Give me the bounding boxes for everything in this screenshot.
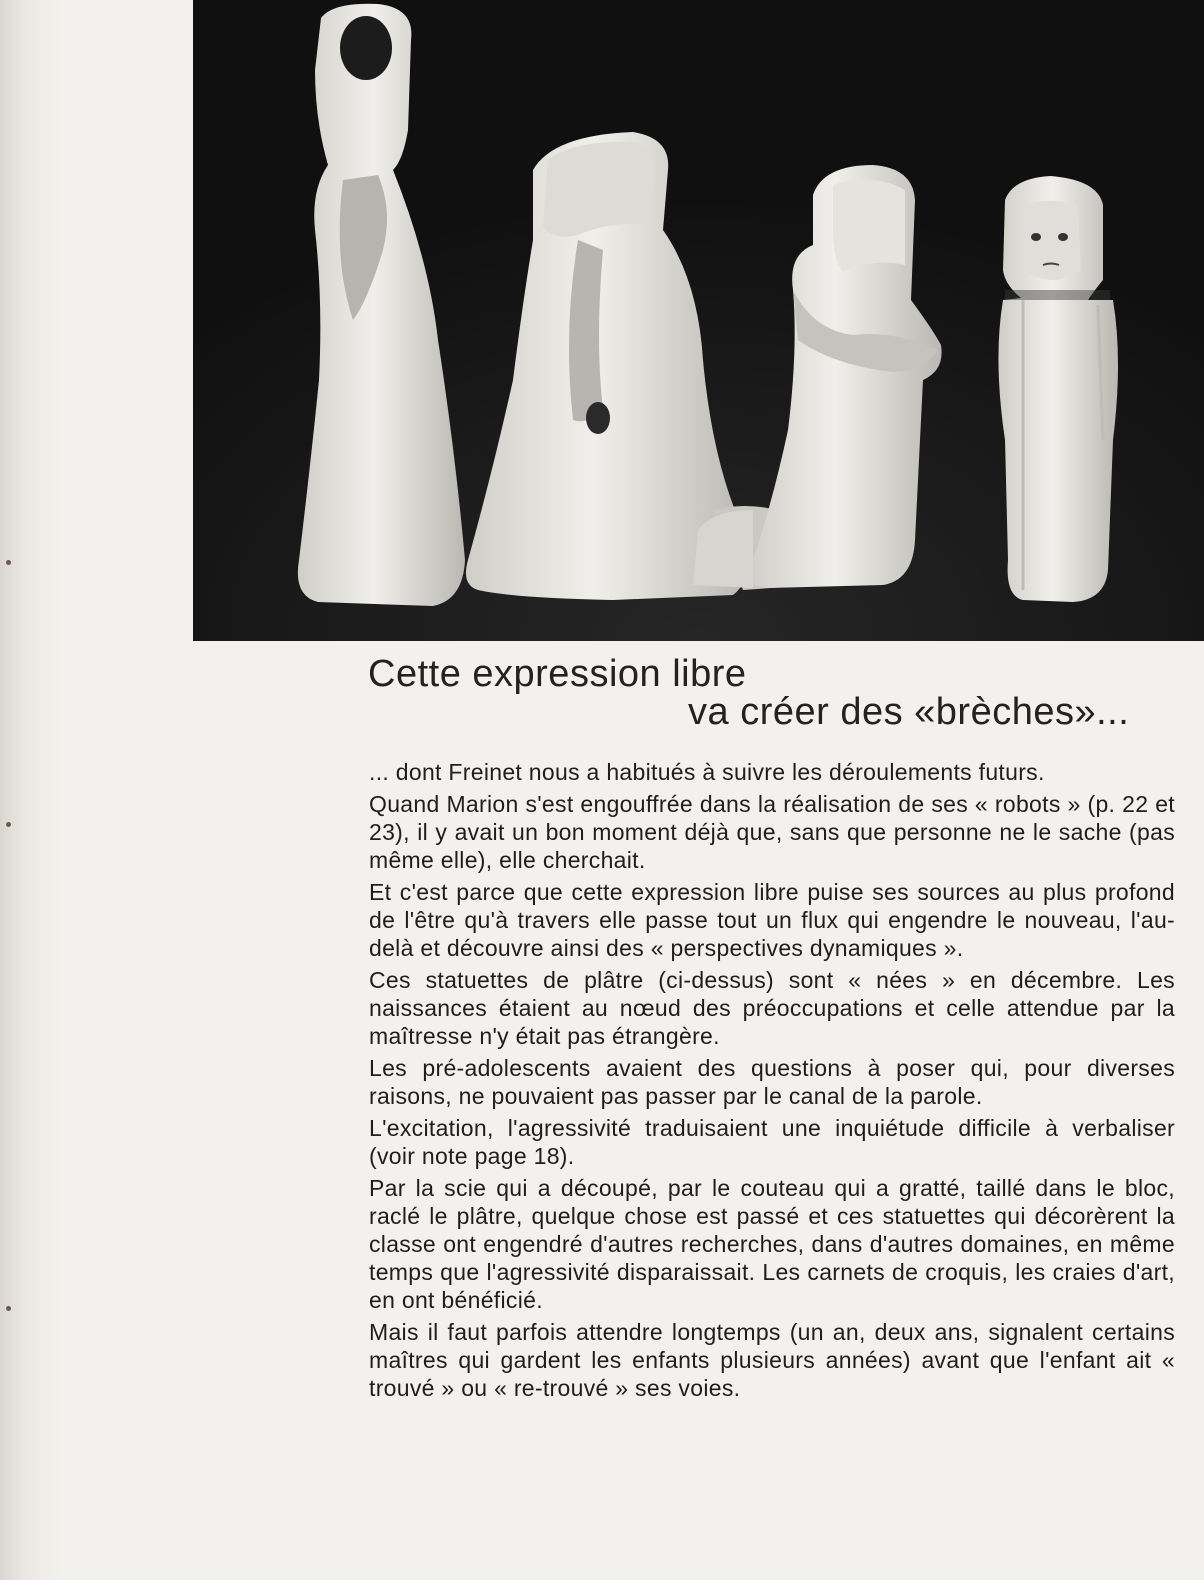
heading-line-2: va créer des «brèches»... [688, 691, 1130, 733]
paragraph: L'excitation, l'agressivité traduisaient une inquiétude difficile à verbaliser (voir note page 18). [369, 1115, 1175, 1169]
article-body [369, 758, 1175, 1406]
article-heading [368, 655, 1188, 731]
page-fold-shadow [0, 0, 60, 1580]
statuette-4 [998, 176, 1118, 602]
statuettes-illustration [193, 0, 1204, 641]
paragraph: Par la scie qui a découpé, par le couteau qui a gratté, taillé dans le bloc, raclé le plâtre, quelque chose est passé et ces statuettes qui décorèrent la classe ont engendré d'autres recherches, dans d'autres domaines, en même temps que l'agressivité disparaissait. Les carnets de croquis, les craies d'art, en ont bénéficié. [369, 1175, 1175, 1313]
statuettes-photo [193, 0, 1204, 641]
paragraph: ... dont Freinet nous a habitués à suivre les déroulements futurs. [369, 759, 1045, 785]
paragraph: Et c'est parce que cette expression libre puise ses sources au plus profond de l'être qu'à travers elle passe tout un flux qui engendre le nouveau, l'au-delà et découvre ainsi des « perspectives dynamiques ». [369, 879, 1175, 961]
binding-mark [6, 1306, 11, 1311]
paragraph: Mais il faut parfois attendre longtemps (un an, deux ans, signalent certains maîtres qui gardent les enfants plusieurs années) avant que l'enfant ait « trouvé » ou « re-trouvé » ses voies. [369, 1319, 1175, 1401]
paragraph: Les pré-adolescents avaient des questions à poser qui, pour diverses raisons, ne pouvaient pas passer par le canal de la parole. [369, 1055, 1175, 1109]
paragraph: Ces statuettes de plâtre (ci-dessus) sont « nées » en décembre. Les naissances étaient au nœud des préoccupations et celle attendue par la maîtresse n'y était pas étrangère. [369, 967, 1175, 1049]
binding-mark [6, 822, 11, 827]
heading-line-1: Cette expression libre [368, 653, 747, 695]
binding-mark [6, 560, 11, 565]
paragraph: Quand Marion s'est engouffrée dans la réalisation de ses « robots » (p. 22 et 23), il y avait un bon moment déjà que, sans que personne ne le sache (pas même elle), elle cherchait. [369, 791, 1175, 873]
